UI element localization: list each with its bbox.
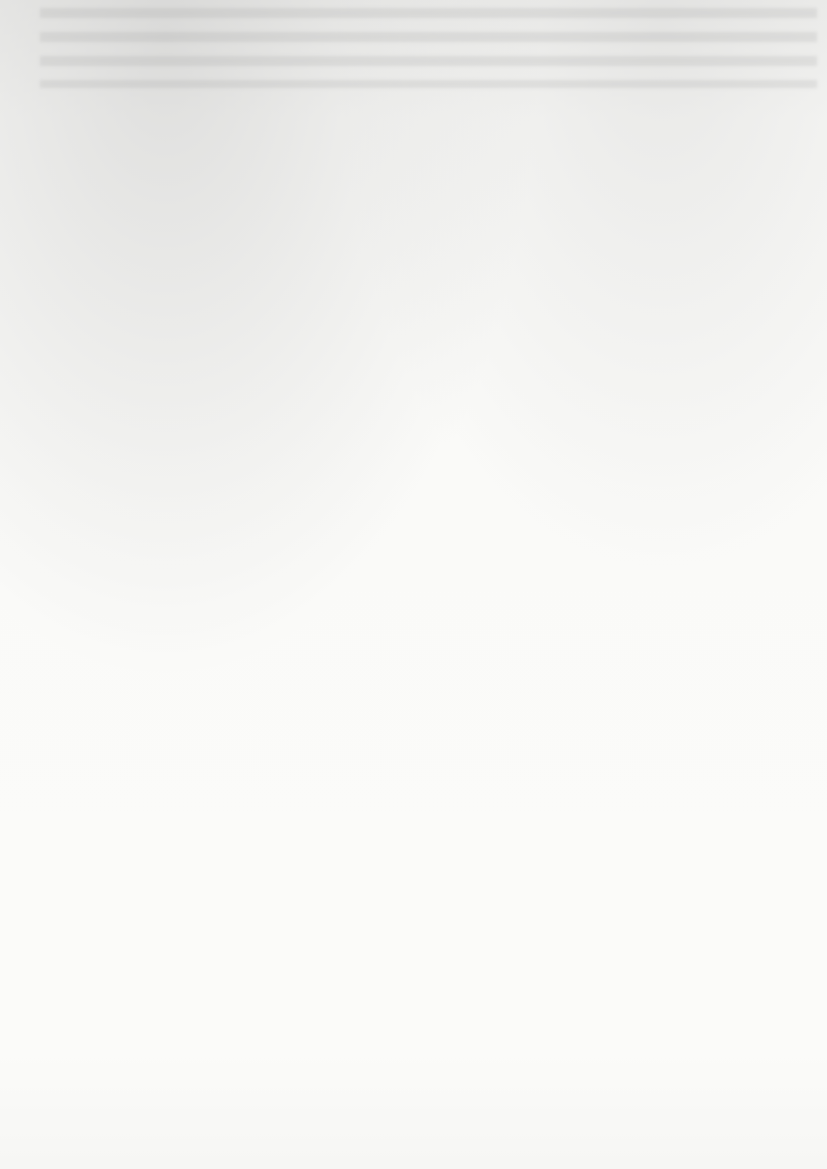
bleed-through-shadow <box>40 8 817 88</box>
